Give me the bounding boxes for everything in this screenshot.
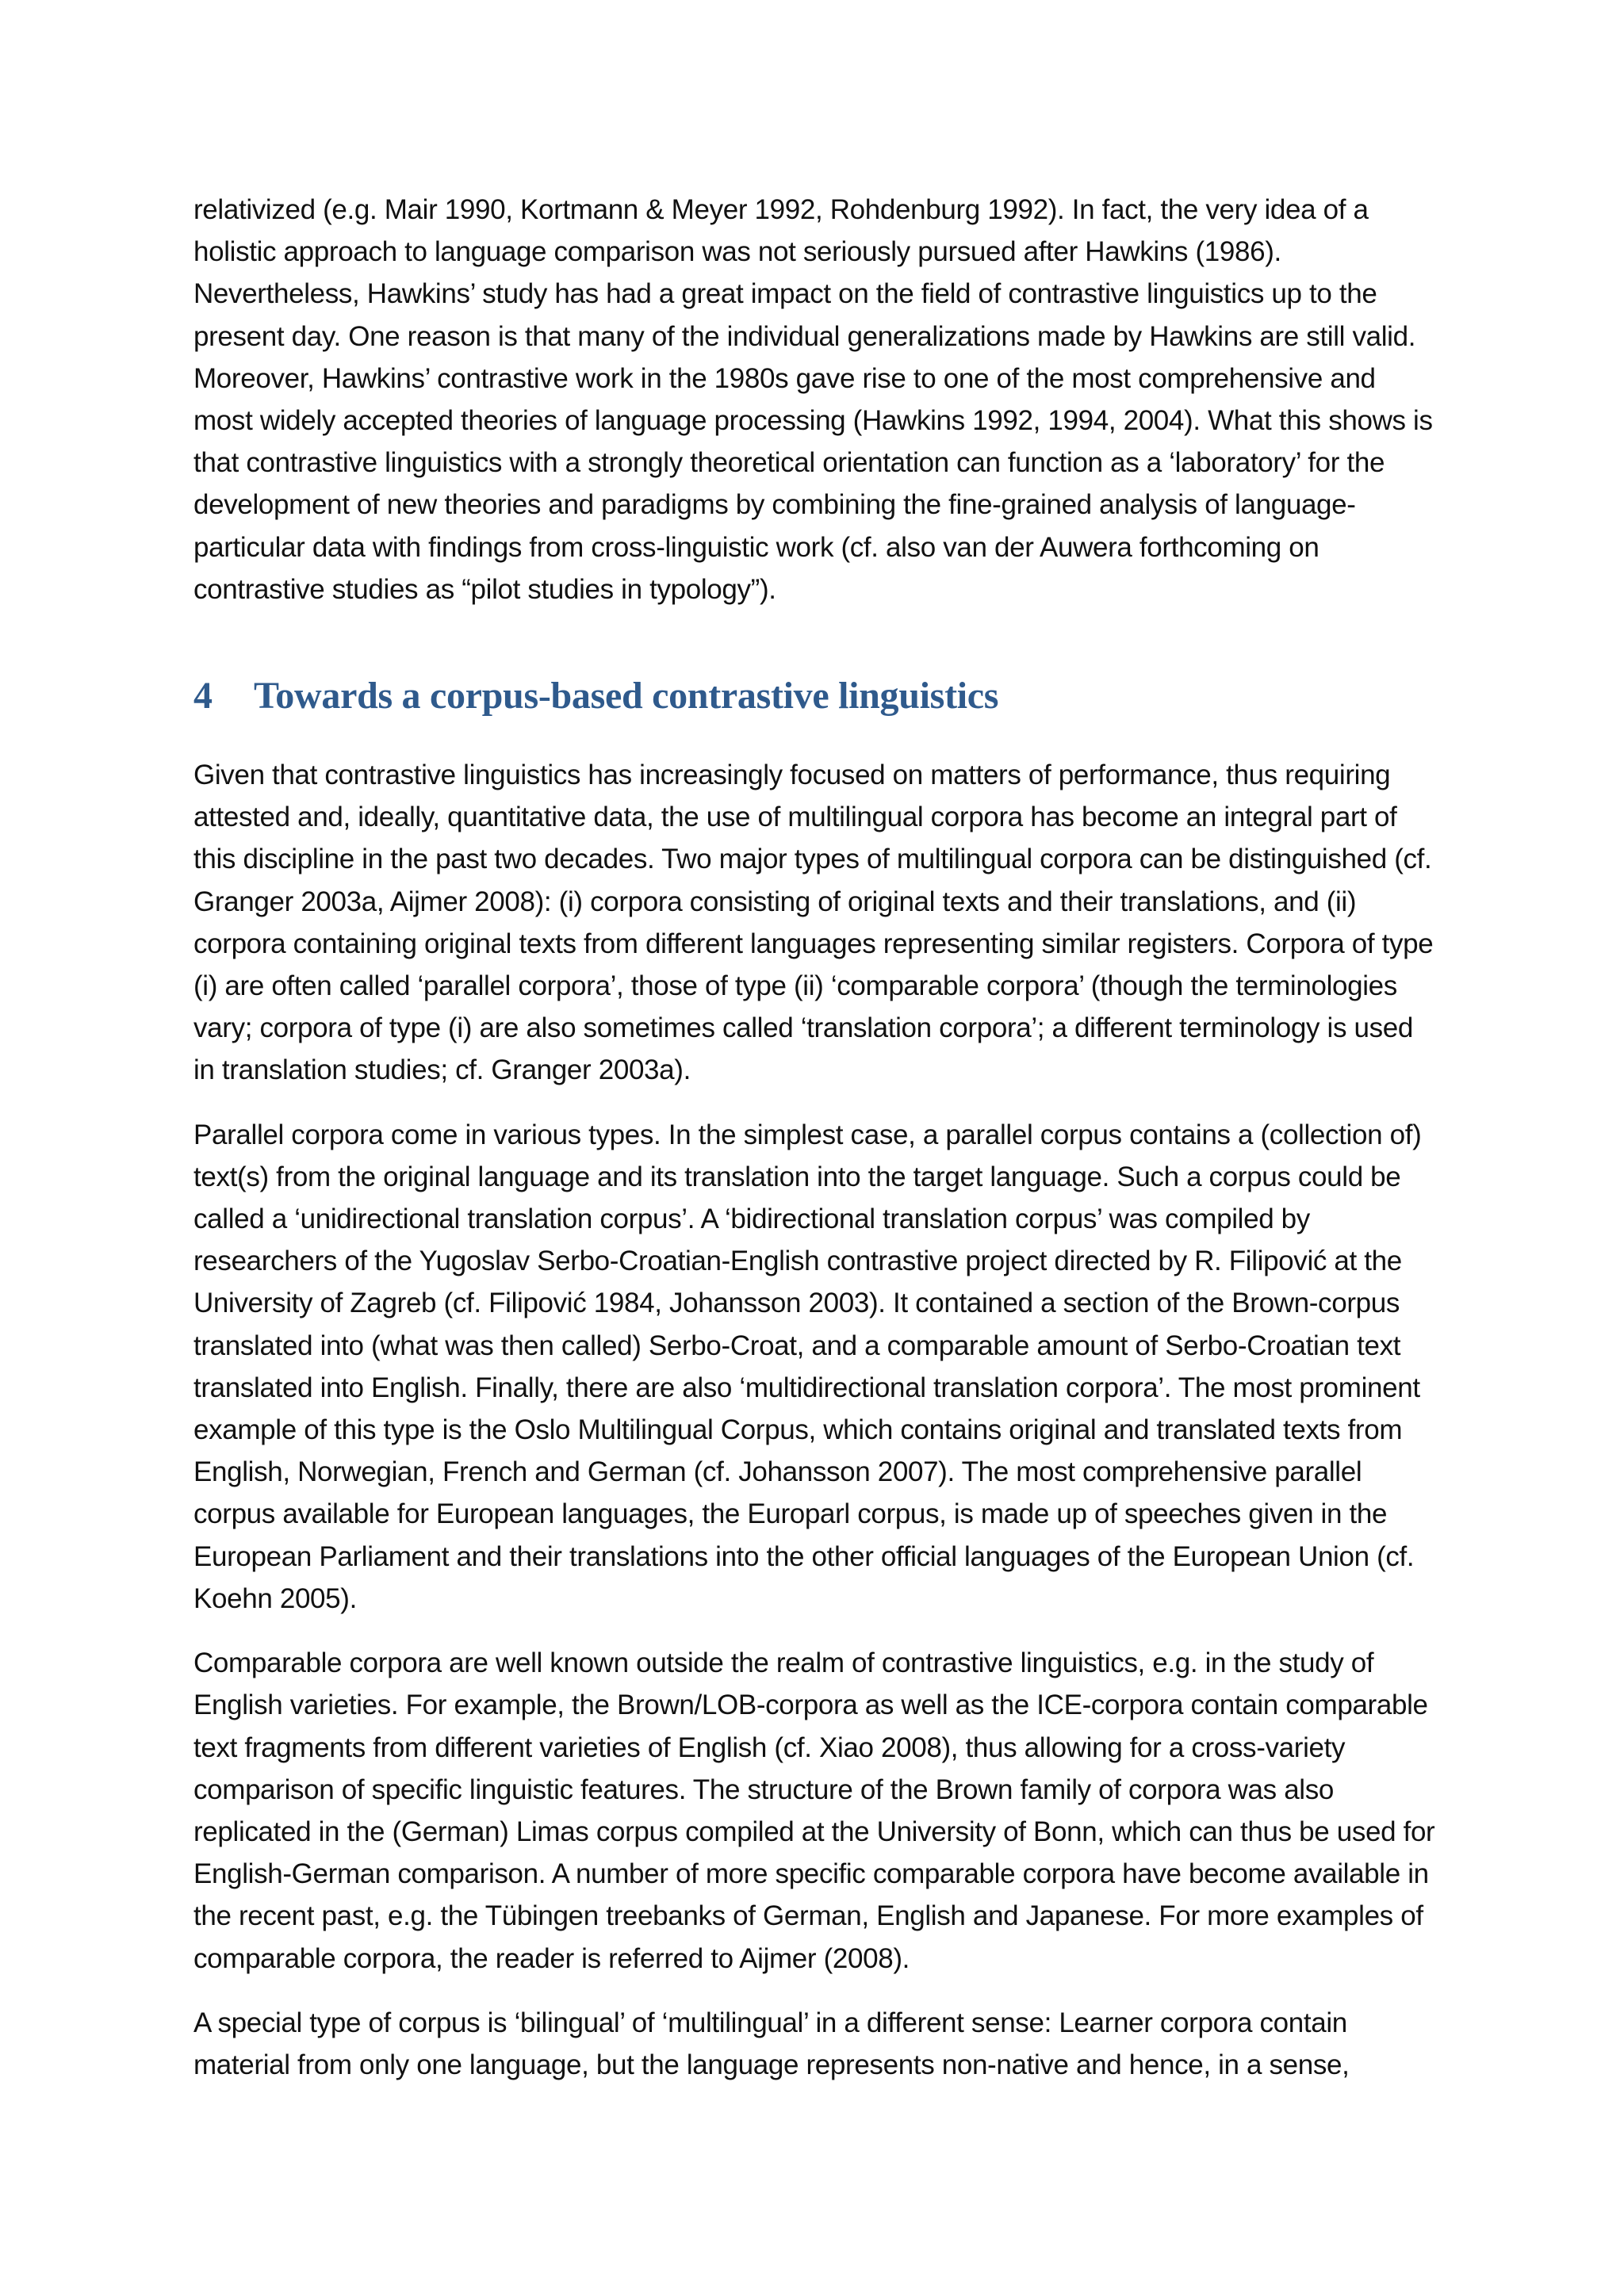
paragraph-learner-corpora: A special type of corpus is ‘bilingual’ of ‘multilingual’ in a different sense: Learner corpora contain material from only one language, but the language represents non-native and hence, in a sense, bbox=[193, 2007, 1350, 2080]
document-content bbox=[193, 189, 1435, 2086]
section-number: 4 bbox=[193, 675, 213, 718]
paragraph-multilingual-corpora: Given that contrastive linguistics has increasingly focused on matters of performance, thus requiring attested and, ideally, quantitative data, the use of multilingual corpora has become an integral part of this discipline in the past two decades. Two major types of multilingual corpora can be distinguished (cf. Granger 2003a, Aijmer 2008): (i) corpora consisting of original texts and their translations, and (ii) corpora containing original texts from different languages representing similar registers. Corpora of type (i) are often called ‘parallel corpora’, those of type (ii) ‘comparable corpora’ (though the terminologies vary; corpora of type (i) are also sometimes called ‘translation corpora’; a different terminology is used in translation studies; cf. Granger 2003a). bbox=[193, 760, 1434, 1086]
opening-paragraph: relativized (e.g. Mair 1990, Kortmann & Meyer 1992, Rohdenburg 1992). In fact, the very idea of a holistic approach to language comparison was not seriously pursued after Hawkins (1986). Nevertheless, Hawkins’ study has had a great impact on the field of contrastive linguistics up to the present day. One reason is that many of the individual generalizations made by Hawkins are still valid. Moreover, Hawkins’ contrastive work in the 1980s gave rise to one of the most comprehensive and most widely accepted theories of language processing (Hawkins 1992, 1994, 2004). What this shows is that contrastive linguistics with a strongly theoretical orientation can function as a ‘laboratory’ for the development of new theories and paradigms by combining the fine-grained analysis of language-particular data with findings from cross-linguistic work (cf. also van der Auwera forthcoming on contrastive studies as “pilot studies in typology”). bbox=[193, 194, 1433, 605]
section-title: Towards a corpus-based contrastive linguistics bbox=[254, 675, 999, 718]
section-heading bbox=[193, 673, 1435, 719]
paragraph-comparable-corpora: Comparable corpora are well known outside the realm of contrastive linguistics, e.g. in the study of English varieties. For example, the Brown/LOB-corpora as well as the ICE-corpora contain comparable text fragments from different varieties of English (cf. Xiao 2008), thus allowing for a cross-variety comparison of specific linguistic features. The structure of the Brown family of corpora was also replicated in the (German) Limas corpus compiled at the University of Bonn, which can thus be used for English-German comparison. A number of more specific comparable corpora have become available in the recent past, e.g. the Tübingen treebanks of German, English and Japanese. For more examples of comparable corpora, the reader is referred to Aijmer (2008). bbox=[193, 1647, 1435, 1974]
paragraph-parallel-corpora: Parallel corpora come in various types. In the simplest case, a parallel corpus contains a (collection of) text(s) from the original language and its translation into the target language. Such a corpus could be called a ‘unidirectional translation corpus’. A ‘bidirectional translation corpus’ was compiled by researchers of the Yugoslav Serbo-Croatian-English contrastive project directed by R. Filipović at the University of Zagreb (cf. Filipović 1984, Johansson 2003). It contained a section of the Brown-corpus translated into (what was then called) Serbo-Croat, and a comparable amount of Serbo-Croatian text translated into English. Finally, there are also ‘multidirectional translation corpora’. The most prominent example of this type is the Oslo Multilingual Corpus, which contains original and translated texts from English, Norwegian, French and German (cf. Johansson 2007). The most comprehensive parallel corpus available for European languages, the Europarl corpus, is made up of speeches given in the European Parliament and their translations into the other official languages of the European Union (cf. Koehn 2005). bbox=[193, 1119, 1422, 1614]
